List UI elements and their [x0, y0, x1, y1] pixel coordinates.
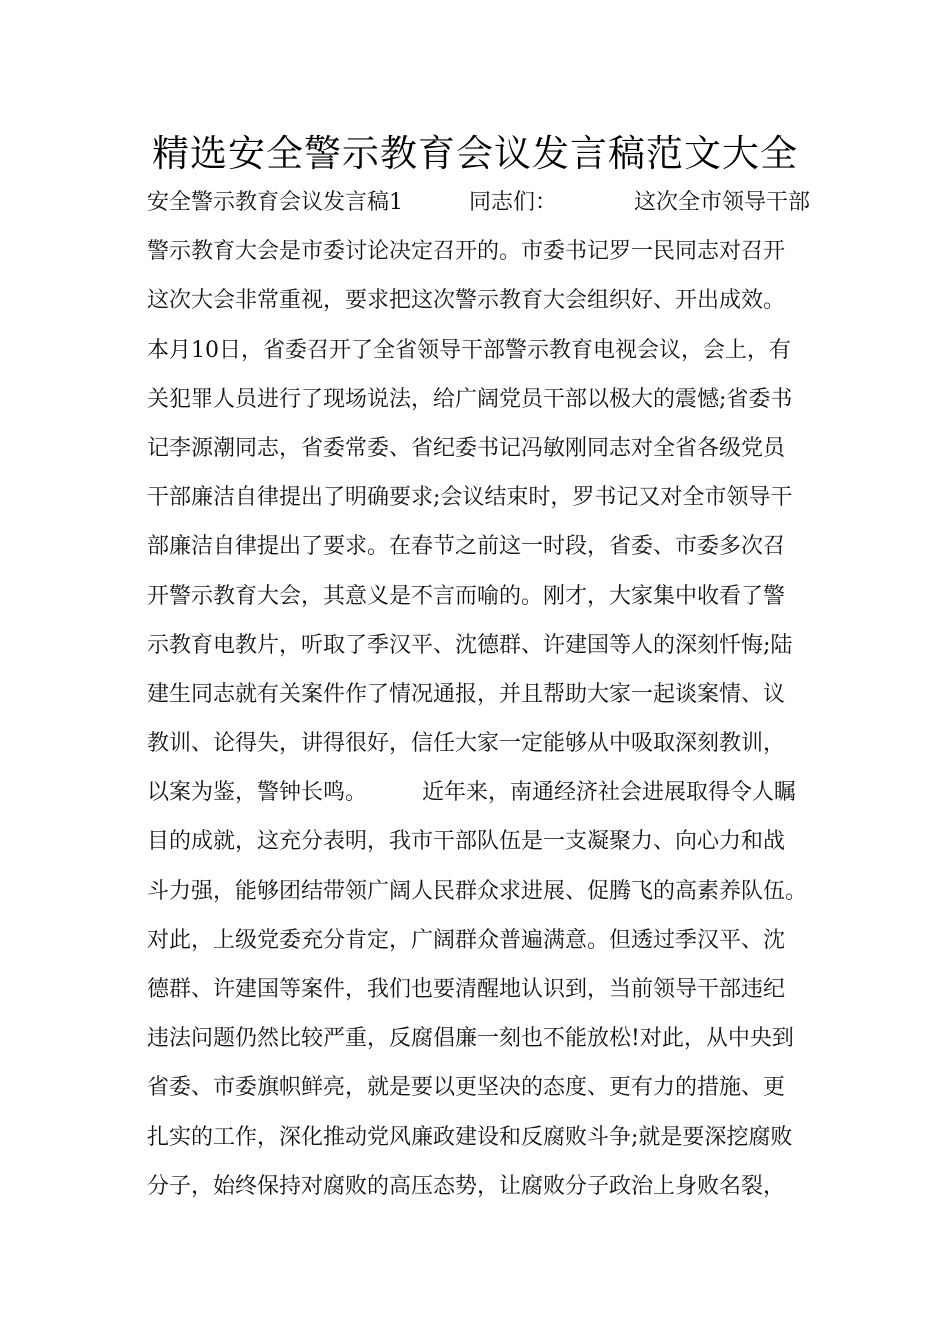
body-line: 斗力强，能够团结带领广阔人民群众求进展、促腾飞的高素养队伍。 — [147, 878, 808, 904]
body-line: 违法问题仍然比较严重，反腐倡廉一刻也不能放松!对此，从中央到 — [147, 1026, 794, 1052]
body-line: 分子，始终保持对腐败的高压态势，让腐败分子政治上身败名裂， — [147, 1173, 786, 1199]
body-line: 这次大会非常重视，要求把这次警示教育大会组织好、开出成效。 — [147, 288, 786, 314]
body-line: 记李源潮同志，省委常委、省纪委书记冯敏刚同志对全省各级党员 — [147, 435, 786, 461]
body-line: 建生同志就有关案件作了情况通报，并且帮助大家一起谈案情、议 — [147, 681, 786, 707]
body-line: 对此，上级党委充分肯定，广阔群众普遍满意。但透过季汉平、沈 — [147, 927, 786, 953]
body-line: 教训、论得失，讲得很好，信任大家一定能够从中吸取深刻教训， — [147, 731, 786, 757]
body-line: 德群、许建国等案件，我们也要清醒地认识到，当前领导干部违纪 — [147, 977, 786, 1002]
body-line: 以案为鉴，警钟长鸣。 近年来，南通经济社会进展取得令人瞩 — [147, 780, 797, 806]
document-body — [147, 178, 837, 1211]
body-line: 关犯罪人员进行了现场说法，给广阔党员干部以极大的震憾;省委书 — [147, 386, 793, 412]
body-line: 省委、市委旗帜鲜亮，就是要以更坚决的态度、更有力的措施、更 — [147, 1075, 786, 1101]
body-line: 警示教育大会是市委讨论决定召开的。市委书记罗一民同志对召开 — [147, 239, 786, 265]
body-line: 部廉洁自律提出了要求。在春节之前这一时段，省委、市委多次召 — [147, 534, 786, 560]
document-title: 精选安全警示教育会议发言稿范文大全 — [152, 132, 798, 175]
body-line: 目的成就，这充分表明，我市干部队伍是一支凝聚力、向心力和战 — [147, 829, 786, 855]
body-line: 示教育电教片，听取了季汉平、沈德群、许建国等人的深刻忏悔;陆 — [147, 632, 793, 658]
body-line: 干部廉洁自律提出了明确要求;会议结束时，罗书记又对全市领导干 — [147, 485, 793, 511]
body-line: 开警示教育大会，其意义是不言而喻的。刚才，大家集中收看了警 — [147, 583, 786, 609]
body-line: 安全警示教育会议发言稿1 同志们： 这次全市领导干部 — [147, 190, 810, 215]
body-line: 扎实的工作，深化推动党风廉政建设和反腐败斗争;就是要深挖腐败 — [147, 1124, 793, 1150]
body-line: 本月10日，省委召开了全省领导干部警示教育电视会议，会上，有 — [147, 337, 791, 363]
